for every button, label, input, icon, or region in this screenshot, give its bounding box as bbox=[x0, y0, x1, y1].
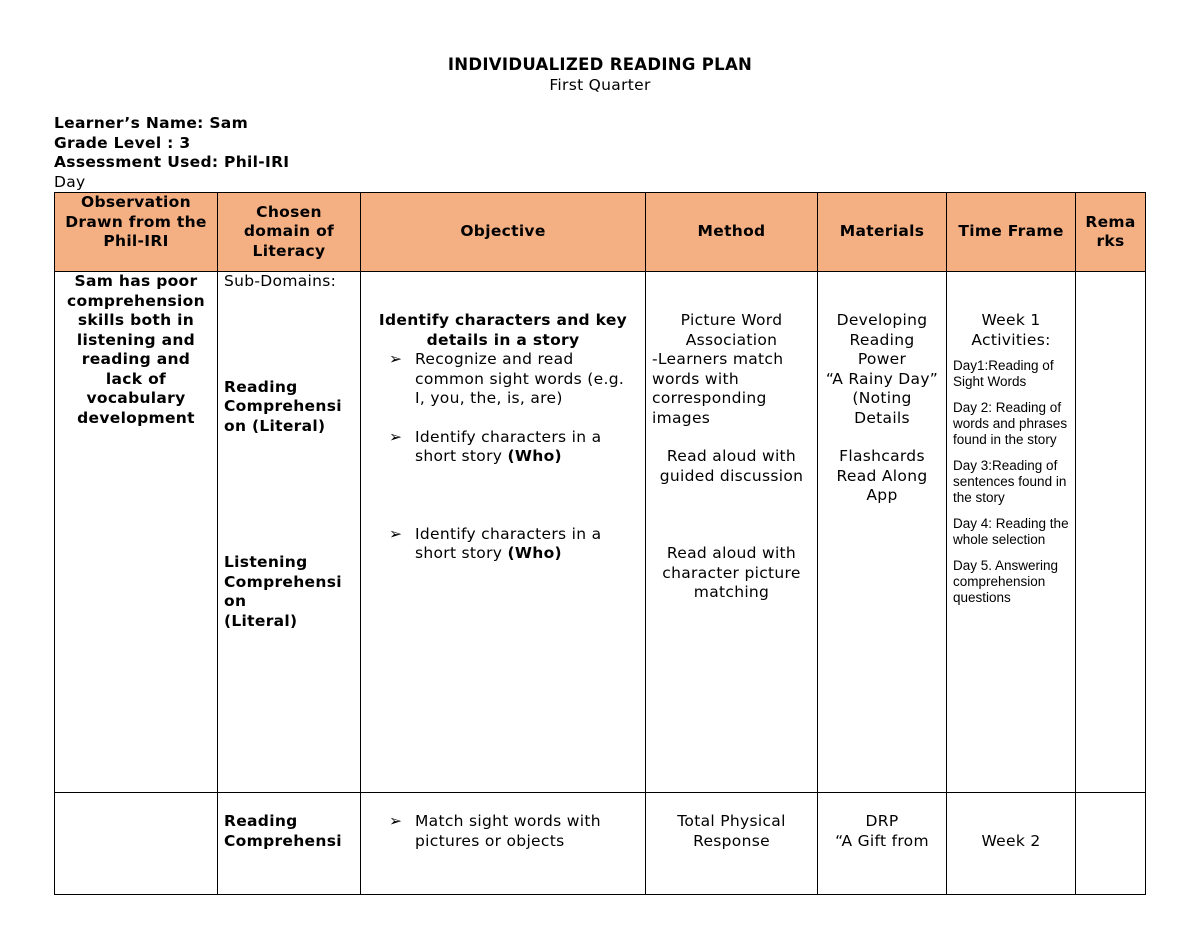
objective-bullet-bold: (Who) bbox=[507, 447, 562, 465]
table-row bbox=[55, 793, 1146, 895]
materials-app: Read Along App bbox=[836, 466, 928, 504]
domain-listening-comprehension: Listening Comprehensi on bbox=[224, 553, 342, 610]
materials-story: “A Gift from bbox=[835, 831, 929, 850]
materials-noting: (Noting Details bbox=[852, 389, 912, 427]
list-item bbox=[367, 525, 639, 564]
method-learners-match: -Learners match words with corresponding images bbox=[652, 350, 784, 427]
materials-drp: Developing Reading Power bbox=[836, 311, 928, 368]
time-day-4: Day 4: Reading the whole selection bbox=[953, 516, 1069, 547]
objective-bullet-text bbox=[415, 428, 639, 467]
materials-flashcards: Flashcards bbox=[839, 447, 925, 465]
objective-bullet-bold: (Who) bbox=[507, 544, 562, 562]
domain-cell bbox=[218, 793, 361, 895]
subdomains-label: Sub-Domains: bbox=[224, 272, 337, 290]
header-remarks: Rema rks bbox=[1076, 193, 1146, 272]
list-item bbox=[367, 350, 639, 409]
method-cell bbox=[646, 272, 818, 793]
materials-cell bbox=[818, 272, 947, 793]
arrowhead-bullet-icon: ➢ bbox=[389, 524, 403, 543]
header-observation: Observation Drawn from the Phil-IRI bbox=[55, 193, 218, 272]
remarks-cell bbox=[1076, 272, 1146, 793]
arrowhead-bullet-icon: ➢ bbox=[389, 427, 403, 446]
time-day-1: Day1:Reading of Sight Words bbox=[953, 358, 1054, 389]
day-label: Day bbox=[54, 173, 86, 191]
learner-name-label: Learner’s Name: bbox=[54, 114, 204, 132]
header-objective: Objective bbox=[361, 193, 646, 272]
arrowhead-bullet-icon: ➢ bbox=[389, 350, 403, 368]
objective-title: Identify characters and key details in a story bbox=[378, 311, 628, 349]
method-read-aloud-character: Read aloud with character picture matching bbox=[662, 544, 801, 601]
method-picture-word: Picture Word Association bbox=[680, 311, 783, 349]
grade-level-value: 3 bbox=[179, 134, 191, 152]
time-day-3: Day 3:Reading of sentences found in the story bbox=[953, 458, 1067, 505]
document-subtitle: First Quarter bbox=[549, 76, 651, 94]
header-time-frame: Time Frame bbox=[947, 193, 1076, 272]
learner-name-line bbox=[54, 114, 248, 134]
assessment-line bbox=[54, 153, 289, 173]
objective-bullet-text: Recognize and read common sight words (e.g. I, you, the, is, are) bbox=[415, 350, 625, 407]
learner-name-value: Sam bbox=[209, 114, 249, 132]
domain-cell bbox=[218, 272, 361, 793]
document-title: INDIVIDUALIZED READING PLAN bbox=[447, 55, 753, 74]
time-frame-cell bbox=[947, 793, 1076, 895]
time-week-2: Week 2 bbox=[981, 832, 1041, 850]
objective-bullet-text bbox=[415, 525, 639, 564]
header-domain: Chosen domain of Literacy bbox=[218, 193, 361, 272]
observation-text: Sam has poor comprehension skills both in listening and reading and lack of vocabulary development bbox=[67, 272, 205, 427]
observation-cell bbox=[55, 793, 218, 895]
header-materials: Materials bbox=[818, 193, 947, 272]
objective-bullet-plain: Identify characters in a short story bbox=[415, 427, 602, 465]
materials-cell bbox=[818, 793, 947, 895]
objective-bullet-plain: Identify characters in a short story bbox=[415, 524, 602, 562]
remarks-cell bbox=[1076, 793, 1146, 895]
arrowhead-bullet-icon: ➢ bbox=[389, 812, 403, 830]
materials-drp: DRP bbox=[865, 812, 899, 830]
reading-plan-table bbox=[54, 192, 1146, 895]
domain-reading-comprehension: Reading Comprehensi bbox=[224, 812, 342, 850]
list-item bbox=[367, 812, 639, 851]
assessment-value: Phil-IRI bbox=[224, 153, 290, 171]
grade-level-line bbox=[54, 134, 190, 154]
time-day-2: Day 2: Reading of words and phrases found in the story bbox=[953, 400, 1068, 447]
assessment-label: Assessment Used: bbox=[54, 153, 219, 171]
observation-cell bbox=[55, 272, 218, 793]
method-cell bbox=[646, 793, 818, 895]
time-day-5: Day 5. Answering comprehension questions bbox=[953, 558, 1059, 605]
materials-story: “A Rainy Day” bbox=[825, 369, 939, 388]
objective-cell bbox=[361, 793, 646, 895]
method-read-aloud-guided: Read aloud with guided discussion bbox=[659, 447, 804, 485]
objective-cell bbox=[361, 272, 646, 793]
method-tpr: Total Physical Response bbox=[677, 812, 786, 850]
list-item bbox=[367, 428, 639, 467]
grade-level-label: Grade Level : bbox=[54, 134, 174, 152]
objective-bullet-text: Match sight words with pictures or objects bbox=[415, 812, 601, 850]
domain-listening-literal: (Literal) bbox=[224, 611, 298, 630]
domain-reading-comprehension: Reading Comprehensi on (Literal) bbox=[224, 377, 342, 435]
time-frame-cell bbox=[947, 272, 1076, 793]
table-row bbox=[55, 272, 1146, 793]
time-week-1: Week 1 Activities: bbox=[971, 311, 1051, 349]
table-header-row bbox=[55, 193, 1146, 272]
header-method: Method bbox=[646, 193, 818, 272]
